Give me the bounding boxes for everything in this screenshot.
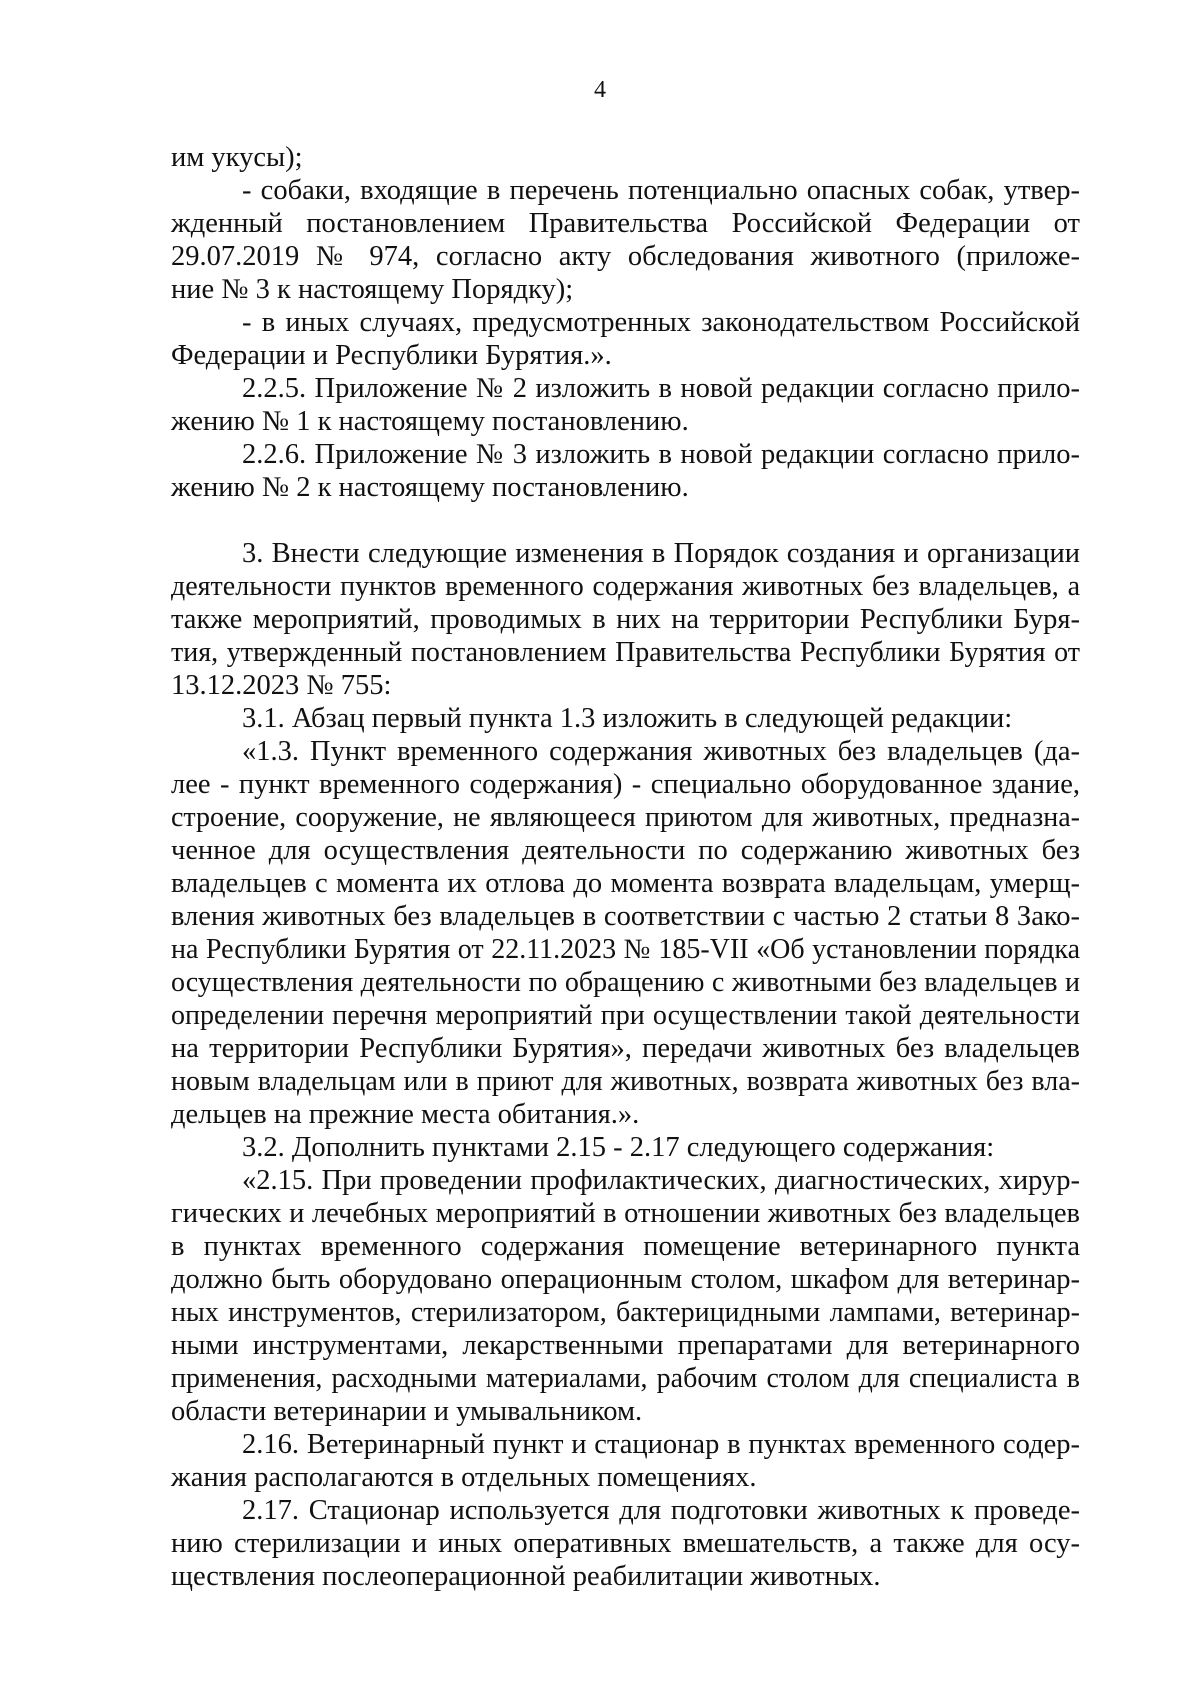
text-line: осуществления деятельности по обращению с животными без владельцев и [171,967,1080,998]
text-line: 2.2.6. Приложение № 3 изложить в новой редакции согласно прило- [242,439,1080,470]
text-line: Федерации и Республики Бурятия.». [171,340,612,371]
text-line: на Республики Бурятия от 22.11.2023 № 185-VII «Об установлении порядка [171,934,1080,965]
page-number: 4 [594,77,606,103]
text-line: тия, утвержденный постановлением Правительства Республики Бурятия от [171,637,1080,668]
text-line: 2.2.5. Приложение № 2 изложить в новой редакции согласно прило- [242,373,1080,404]
text-line: гических и лечебных мероприятий в отношении животных без владельцев [171,1198,1080,1229]
text-line: 3.2. Дополнить пунктами 2.15 - 2.17 следующего содержания: [242,1132,995,1163]
text-line: 3.1. Абзац первый пункта 1.3 изложить в следующей редакции: [242,703,1013,734]
text-line: деятельности пунктов временного содержания животных без владельцев, а [171,571,1080,602]
text-line: «1.3. Пункт временного содержания животных без владельцев (да- [242,736,1080,767]
text-line: ществления послеоперационной реабилитации животных. [171,1561,881,1592]
text-line: дельцев на прежние места обитания.». [171,1099,640,1130]
text-line: нию стерилизации и иных оперативных вмешательств, а также для осу- [171,1528,1080,1559]
paragraph-gap [171,504,1080,537]
text-line: ными инструментами, лекарственными препаратами для ветеринарного [171,1330,1080,1361]
text-line: 2.17. Стационар используется для подготовки животных к проведе- [242,1495,1080,1526]
document-body [171,141,1080,1593]
text-line: 13.12.2023 № 755: [171,670,392,701]
text-line: им укусы); [171,142,303,173]
text-line: применения, расходными материалами, рабочим столом для специалиста в [171,1363,1080,1394]
text-line: жденный постановлением Правительства Российской Федерации от [171,208,1080,239]
text-line: ченное для осуществления деятельности по содержанию животных без [171,835,1080,866]
text-line: ние № 3 к настоящему Порядку); [171,274,574,305]
text-line: - собаки, входящие в перечень потенциально опасных собак, утвер- [242,175,1080,206]
text-line: жению № 2 к настоящему постановлению. [171,472,689,503]
text-line: жания располагаются в отдельных помещениях. [171,1462,757,1493]
text-line: новым владельцам или в приют для животных, возврата животных без вла- [171,1066,1080,1097]
text-line: 2.16. Ветеринарный пункт и стационар в пунктах временного содер- [242,1429,1080,1460]
text-line: лее - пункт временного содержания) - специально оборудованное здание, [171,769,1080,800]
text-line: также мероприятий, проводимых в них на территории Республики Буря- [171,604,1080,635]
text-line: ных инструментов, стерилизатором, бактерицидными лампами, ветеринар- [171,1297,1080,1328]
text-line: владельцев с момента их отлова до момента возврата владельцам, умерщ- [171,868,1080,899]
text-line: определении перечня мероприятий при осуществлении такой деятельности [171,1000,1080,1031]
text-line: области ветеринарии и умывальником. [171,1396,643,1427]
text-line: жению № 1 к настоящему постановлению. [171,406,689,437]
text-line: - в иных случаях, предусмотренных законодательством Российской [242,307,1080,338]
text-line: «2.15. При проведении профилактических, диагностических, хирур- [242,1165,1080,1196]
text-line: 29.07.2019 № 974, согласно акту обследования животного (приложе- [171,241,1080,272]
text-line: вления животных без владельцев в соответствии с частью 2 статьи 8 Зако- [171,901,1080,932]
text-line: в пунктах временного содержания помещение ветеринарного пункта [171,1231,1080,1262]
text-line: строение, сооружение, не являющееся приютом для животных, предназна- [171,802,1080,833]
text-line: 3. Внести следующие изменения в Порядок создания и организации [242,538,1080,569]
text-line: на территории Республики Бурятия», передачи животных без владельцев [171,1033,1080,1064]
text-line: должно быть оборудовано операционным столом, шкафом для ветеринар- [171,1264,1080,1295]
